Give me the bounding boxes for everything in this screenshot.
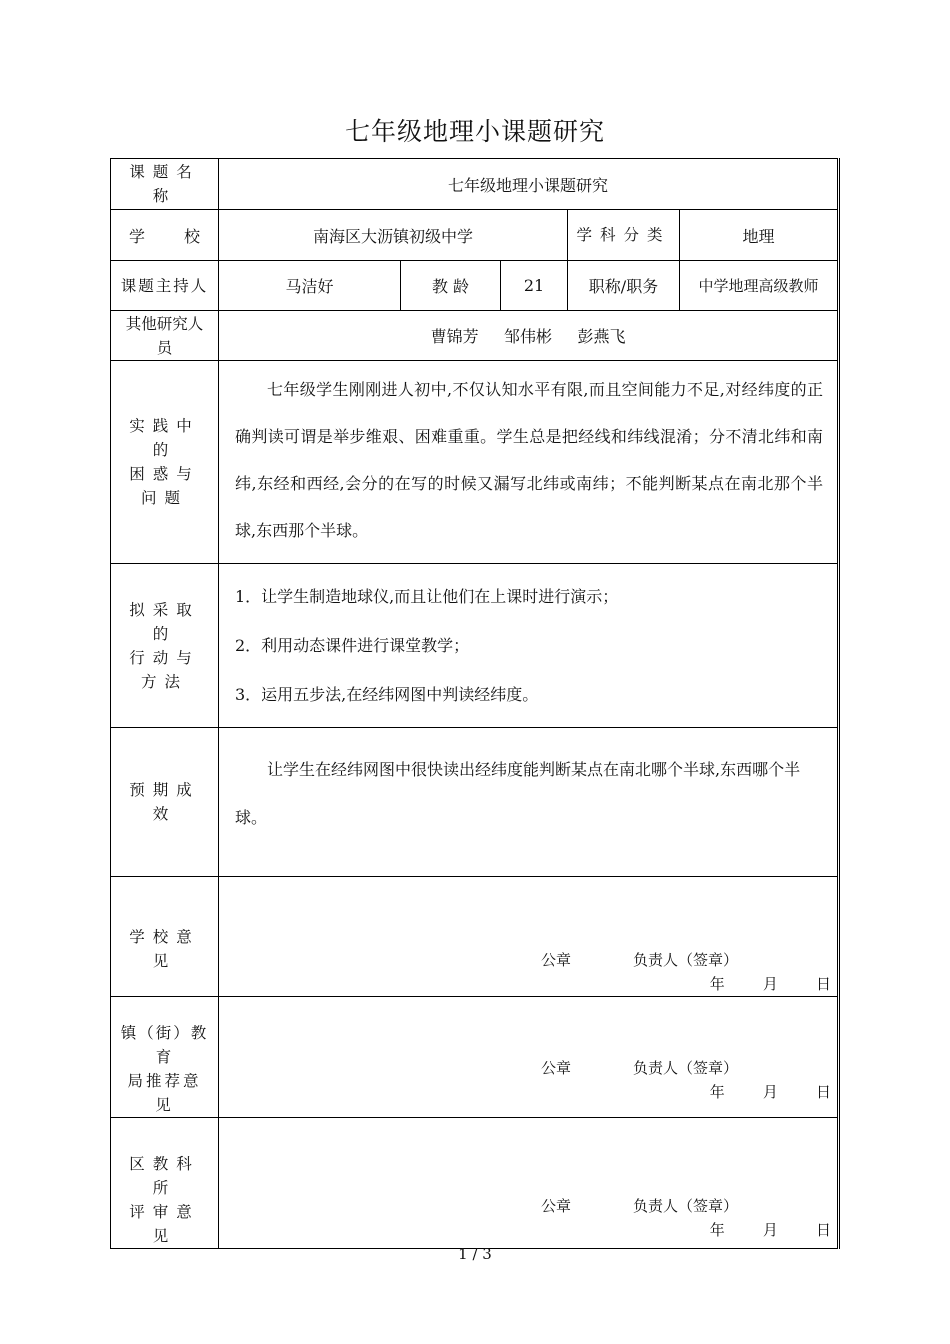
signer-label: 负责人（签章） [633, 1059, 739, 1077]
topic-name-label: 课题名称 [111, 159, 219, 210]
opinion-school-cell [219, 877, 839, 997]
school-label [111, 210, 219, 261]
subject-value: 地理 [680, 210, 839, 261]
school-label-a: 学 [129, 226, 146, 246]
signer-label: 负责人（签章） [633, 951, 739, 969]
signer-label: 负责人（签章） [633, 1196, 739, 1215]
expected-text: 让学生在经纬网图中很快读出经纬度能判断某点在南北哪个半球,东西哪个半球。 [235, 760, 801, 827]
row-host [111, 261, 839, 311]
topic-name-value: 七年级地理小课题研究 [219, 159, 839, 210]
opinion-district-label-line2: 评审意见 [129, 1203, 200, 1245]
opinion-district-label [111, 1118, 219, 1249]
opinion-town-label-line1: 镇（街）教育 [120, 1024, 209, 1066]
title-label: 职称/职务 [568, 261, 680, 311]
row-problems [111, 361, 839, 564]
row-opinion-school [111, 877, 839, 997]
opinion-school-label-line1: 学校意见 [129, 928, 200, 970]
row-school [111, 210, 839, 261]
row-opinion-district [111, 1118, 839, 1249]
school-value: 南海区大沥镇初级中学 [219, 210, 568, 261]
title-value: 中学地理高级教师 [680, 261, 839, 311]
row-opinion-town [111, 997, 839, 1118]
page-indicator: 1 / 3 [458, 1245, 492, 1263]
expected-label: 预期成效 [111, 728, 219, 877]
others-label: 其他研究人员 [111, 311, 219, 361]
method-item: 3．运用五步法,在经纬网图中判读经纬度。 [235, 685, 539, 704]
opinion-school-label [111, 877, 219, 997]
expected-text-cell [219, 728, 839, 877]
seal-label: 公章 [541, 1196, 572, 1215]
application-form-table [110, 158, 840, 1249]
methods-list [227, 564, 829, 727]
methods-label [111, 564, 219, 728]
teaching-age-value: 21 [501, 261, 568, 311]
date-label: 年 月 日 [709, 975, 832, 993]
opinion-town-label-line2: 局推荐意见 [127, 1072, 202, 1114]
host-value: 马洁好 [219, 261, 401, 311]
methods-label-line2: 行动与方法 [129, 648, 200, 691]
page-title: 七年级地理小课题研究 [344, 117, 605, 146]
opinion-district-label-line1: 区教科所 [129, 1155, 200, 1197]
method-item: 1．让学生制造地球仪,而且让他们在上课时进行演示； [235, 587, 619, 606]
row-other-researchers [111, 311, 839, 361]
date-label: 年 月 日 [709, 1083, 832, 1101]
row-topic-name [111, 159, 839, 210]
seal-label: 公章 [541, 951, 572, 969]
school-label-b: 校 [183, 226, 200, 246]
teaching-age-label: 教 龄 [401, 261, 501, 311]
host-label: 课题主持人 [111, 261, 219, 311]
methods-list-cell [219, 564, 839, 728]
row-expected [111, 728, 839, 877]
opinion-district-cell [219, 1118, 839, 1249]
method-item: 2．利用动态课件进行课堂教学； [235, 636, 470, 655]
problems-label [111, 361, 219, 564]
seal-label: 公章 [541, 1059, 572, 1077]
problems-text-cell [219, 361, 839, 564]
date-label: 年 月 日 [709, 1220, 832, 1239]
problems-label-line2: 困惑与问题 [129, 465, 200, 507]
subject-label: 学科分类 [568, 210, 680, 261]
methods-label-line1: 拟采取的 [129, 600, 200, 643]
problems-label-line1: 实践中的 [129, 417, 200, 459]
opinion-town-label [111, 997, 219, 1118]
others-value: 曹锦芳 邹伟彬 彭燕飞 [219, 311, 839, 361]
row-methods [111, 564, 839, 728]
problems-text: 七年级学生刚刚进人初中,不仅认知水平有限,而且空间能力不足,对经纬度的正确判读可谓是举步维艰、困难重重。学生总是把经线和纬线混淆；分不清北纬和南纬,东经和西经,会分的在写的时候又漏写北纬或南纬；不能判断某点在南北那个半球,东西那个半球。 [235, 380, 824, 540]
opinion-town-cell [219, 997, 839, 1118]
